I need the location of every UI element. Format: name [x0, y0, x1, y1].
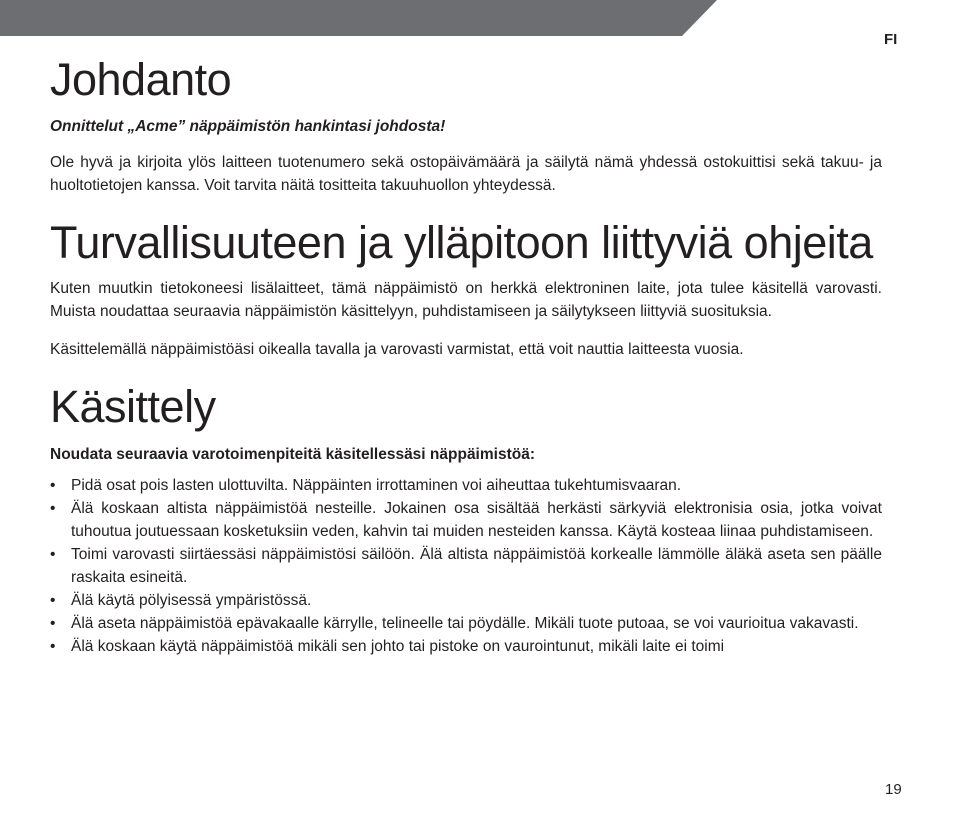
language-code: FI [884, 31, 898, 48]
heading-handling: Käsittely [50, 381, 216, 432]
list-item-text: Älä aseta näppäimistöä epävakaalle kärrylle, telineelle tai pöydälle. Mikäli tuote putoaa, se voi vaurioitua vakavasti. [71, 615, 859, 632]
header-banner [0, 0, 954, 36]
list-item [50, 635, 882, 658]
bullet-icon: • [50, 500, 56, 517]
heading-safety: Turvallisuuteen ja ylläpitoon liittyviä ohjeita [50, 217, 873, 268]
list-item-text: Älä koskaan käytä näppäimistöä mikäli sen johto tai pistoke on vaurointunut, mikäli laite ei toimi [71, 638, 725, 655]
bullet-icon: • [50, 546, 56, 563]
bullet-icon: • [50, 477, 56, 494]
safety-paragraph-2: Käsittelemällä näppäimistöäsi oikealla tavalla ja varovasti varmistat, että voit nauttia laitteesta vuosia. [50, 341, 744, 358]
list-item [50, 589, 882, 612]
intro-paragraph: Ole hyvä ja kirjoita ylös laitteen tuotenumero sekä ostopäivämäärä ja säilytä nämä yhdessä ostokuittisi sekä takuu- ja huoltotietojen kanssa. Voit tarvita näitä tositteita takuuhuollon yhteydessä. [50, 154, 882, 194]
list-item-text: Toimi varovasti siirtäessäsi näppäimistösi säilöön. Älä altista näppäimistöä korkealle lämmölle äläkä aseta sen päälle raskaita esineitä. [71, 546, 882, 586]
bullet-icon: • [50, 615, 56, 632]
handling-list [50, 474, 882, 658]
list-item [50, 612, 882, 635]
list-item [50, 474, 882, 497]
bullet-icon: • [50, 638, 56, 655]
handling-subheading: Noudata seuraavia varotoimenpiteitä käsitellessäsi näppäimistöä: [50, 446, 535, 463]
list-item [50, 543, 882, 589]
page-content [50, 52, 882, 658]
list-item-text: Pidä osat pois lasten ulottuvilta. Näppäinten irrottaminen voi aiheuttaa tukehtumisvaaran. [71, 477, 682, 494]
page-number: 19 [885, 781, 902, 798]
heading-introduction: Johdanto [50, 54, 232, 105]
list-item-text: Älä koskaan altista näppäimistöä nesteille. Jokainen osa sisältää herkästi särkyviä elektronisia osia, jotka voivat tuhoutua joutuessaan kosketuksiin veden, kahvin tai muiden nesteiden kanssa. Käytä kosteaa liinaa puhdistamiseen. [71, 500, 882, 540]
safety-paragraph-1: Kuten muutkin tietokoneesi lisälaitteet, tämä näppäimistö on herkkä elektroninen laite, jota tulee käsitellä varovasti. Muista noudattaa seuraavia näppäimistön käsittelyyn, puhdistamiseen ja säilytykseen liittyviä suosituksia. [50, 280, 882, 320]
bullet-icon: • [50, 592, 56, 609]
intro-line: Onnittelut „Acme” näppäimistön hankintasi johdosta! [50, 118, 446, 135]
list-item-text: Älä käytä pölyisessä ympäristössä. [71, 592, 312, 609]
list-item [50, 497, 882, 543]
